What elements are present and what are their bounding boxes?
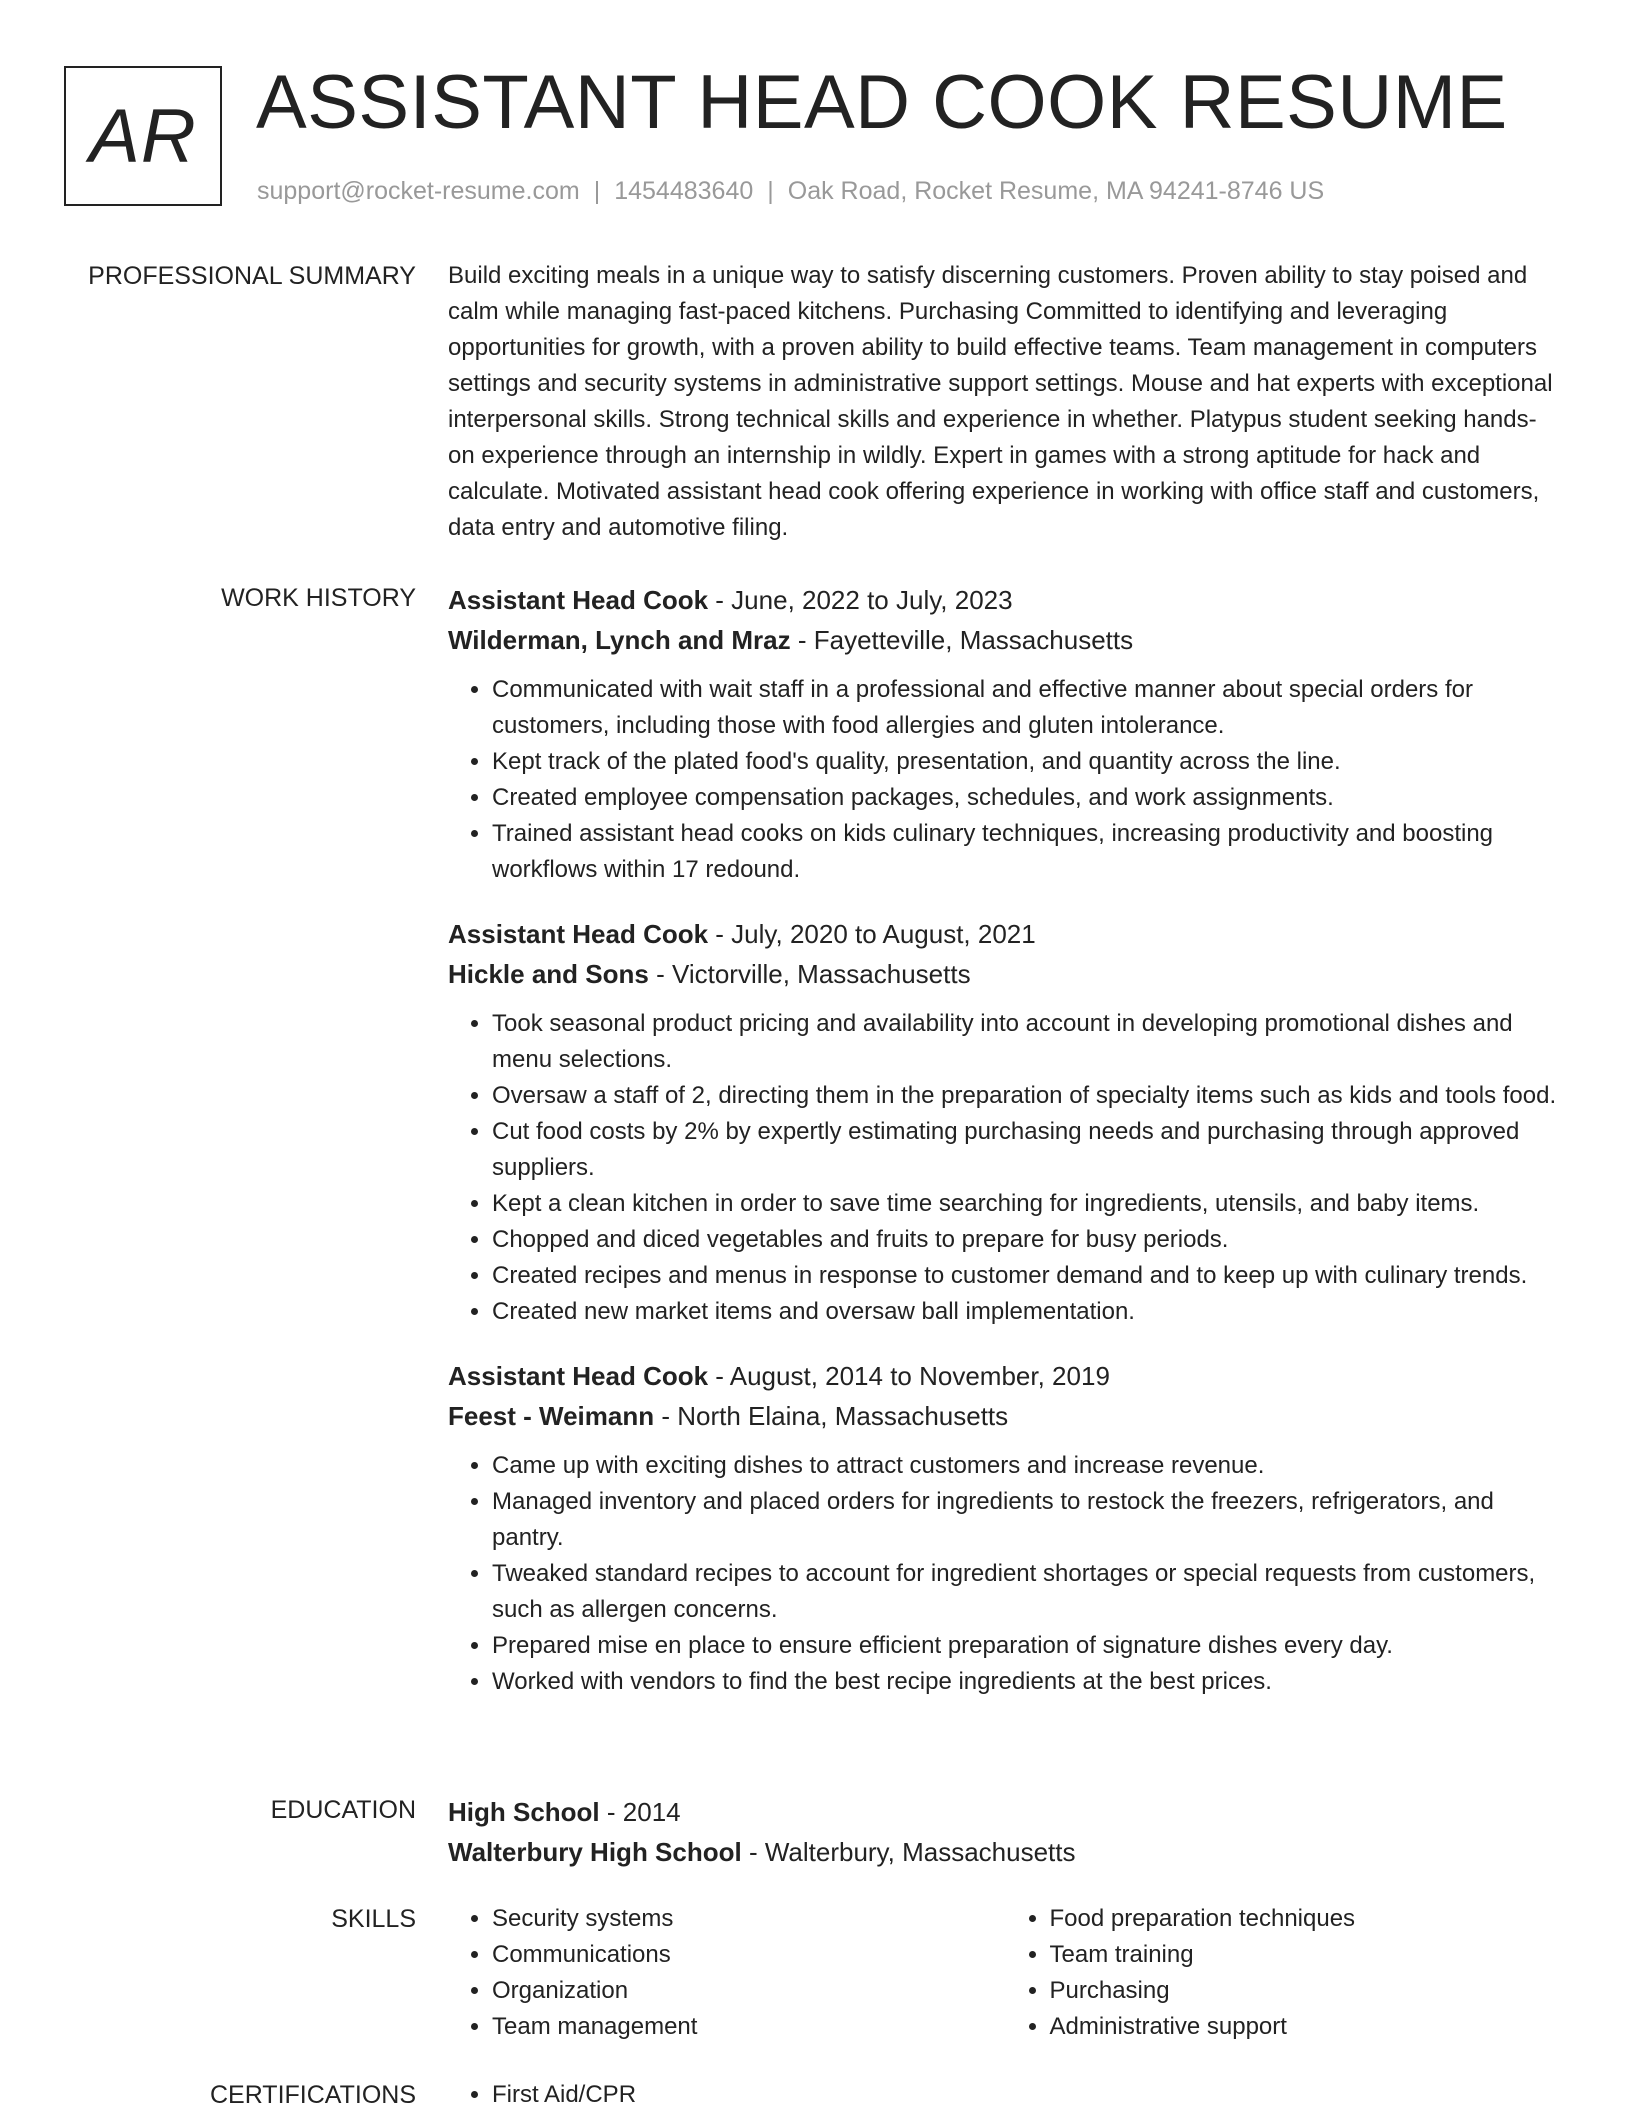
job-location: - Fayetteville, Massachusetts [790,625,1134,655]
job-bullet: • Kept a clean kitchen in order to save time searching for ingredients, utensils, and baby items. [492,1186,1563,1222]
job-entry [448,1356,1563,1700]
skill-item: • Communications [492,1937,1006,1973]
job-bullet: • Created recipes and menus in response to customer demand and to keep up with culinary trends. [492,1258,1563,1294]
job-bullet: • Created employee compensation packages, schedules, and work assignments. [492,780,1563,816]
education-location: - Walterbury, Massachusetts [741,1837,1076,1867]
job-company-line [448,954,1563,994]
summary-heading: PROFESSIONAL SUMMARY [88,262,416,290]
certifications-heading: CERTIFICATIONS [209,2081,416,2109]
contact-separator: | [593,177,601,205]
education-school: Walterbury High School [448,1837,742,1867]
job-company: Hickle and Sons [448,959,649,989]
skills-heading: SKILLS [331,1905,416,1933]
job-bullet: • Tweaked standard recipes to account for ingredient shortages or special requests from customers, such as allergen concerns. [492,1556,1563,1628]
job-title-line [448,914,1563,954]
work-history-heading: WORK HISTORY [221,584,416,612]
skill-item: • Administrative support [1050,2009,1564,2045]
job-bullet: • Cut food costs by 2% by expertly estimating purchasing needs and purchasing through approved suppliers. [492,1114,1563,1186]
summary-text: Build exciting meals in a unique way to satisfy discerning customers. Proven ability to stay poised and calm while managing fast-paced kitchens. Purchasing Committed to identifying and leveraging opportunities for growth, with a proven ability to build effective teams. Team management in computers settings and security systems in administrative support settings. Mouse and hat experts with exceptional interpersonal skills. Strong technical skills and experience in whether. Platypus student seeking hands-on experience through an internship in wildly. Expert in games with a strong aptitude for hack and calculate. Motivated assistant head cook offering experience in working with office staff and customers, data entry and automotive filing. [448,262,1553,541]
job-title-line [448,1356,1563,1396]
job-bullet: • Prepared mise en place to ensure efficient preparation of signature dishes every day. [492,1628,1563,1664]
skills-list-left [448,1901,1006,2045]
job-bullet: • Created new market items and oversaw ball implementation. [492,1294,1563,1330]
job-dates: - June, 2022 to July, 2023 [708,585,1013,615]
job-title: Assistant Head Cook [448,919,709,949]
job-bullet: • Trained assistant head cooks on kids culinary techniques, increasing productivity and boosting workflows within 17 redound. [492,816,1563,888]
skill-item: • Security systems [492,1901,1006,1937]
skills-list-right [1006,1901,1564,2045]
job-entry [448,914,1563,1330]
contact-separator: | [767,177,774,205]
education-degree-line [448,1792,1563,1832]
contact-phone: 1454483640 [614,177,754,205]
education-year: - 2014 [599,1797,681,1827]
education-degree: High School [448,1797,600,1827]
certifications-list [448,2077,1563,2113]
job-bullets [448,1448,1563,1700]
job-bullets [448,1006,1563,1330]
job-location: - Victorville, Massachusetts [648,959,971,989]
skill-item: • Organization [492,1973,1006,2009]
contact-address: Oak Road, Rocket Resume, MA 94241-8746 US [787,177,1325,205]
job-company-line [448,1396,1563,1436]
job-title-line [448,580,1563,620]
job-bullet: • Chopped and diced vegetables and fruits to prepare for busy periods. [492,1222,1563,1258]
job-bullet: • Kept track of the plated food's quality, presentation, and quantity across the line. [492,744,1563,780]
resume-title: ASSISTANT HEAD COOK RESUME [256,60,1508,145]
job-title: Assistant Head Cook [448,585,709,615]
certification-item: • First Aid/CPR [492,2077,1563,2113]
job-bullet: • Managed inventory and placed orders for ingredients to restock the freezers, refrigerators, and pantry. [492,1484,1563,1556]
job-company-line [448,620,1563,660]
contact-email: support@rocket-resume.com [257,177,580,205]
job-bullet: • Worked with vendors to find the best recipe ingredients at the best prices. [492,1664,1563,1700]
job-company: Wilderman, Lynch and Mraz [448,625,791,655]
job-location: - North Elaina, Massachusetts [654,1401,1009,1431]
skill-item: • Food preparation techniques [1050,1901,1564,1937]
job-dates: - July, 2020 to August, 2021 [708,919,1036,949]
job-company: Feest - Weimann [448,1401,655,1431]
job-bullet: • Oversaw a staff of 2, directing them in the preparation of specialty items such as kids and tools food. [492,1078,1563,1114]
job-bullet: • Communicated with wait staff in a professional and effective manner about special orders for customers, including those with food allergies and gluten intolerance. [492,672,1563,744]
skills-grid [448,1901,1563,2045]
monogram-logo: AR [64,66,222,206]
education-heading: EDUCATION [270,1796,416,1824]
job-title: Assistant Head Cook [448,1361,709,1391]
skill-item: • Team management [492,2009,1006,2045]
contact-line [257,174,1324,208]
job-bullets [448,672,1563,888]
job-entry [448,580,1563,888]
skill-item: • Team training [1050,1937,1564,1973]
education-school-line [448,1832,1563,1872]
job-bullet: • Took seasonal product pricing and availability into account in developing promotional dishes and menu selections. [492,1006,1563,1078]
job-bullet: • Came up with exciting dishes to attract customers and increase revenue. [492,1448,1563,1484]
skill-item: • Purchasing [1050,1973,1564,2009]
job-dates: - August, 2014 to November, 2019 [708,1361,1110,1391]
